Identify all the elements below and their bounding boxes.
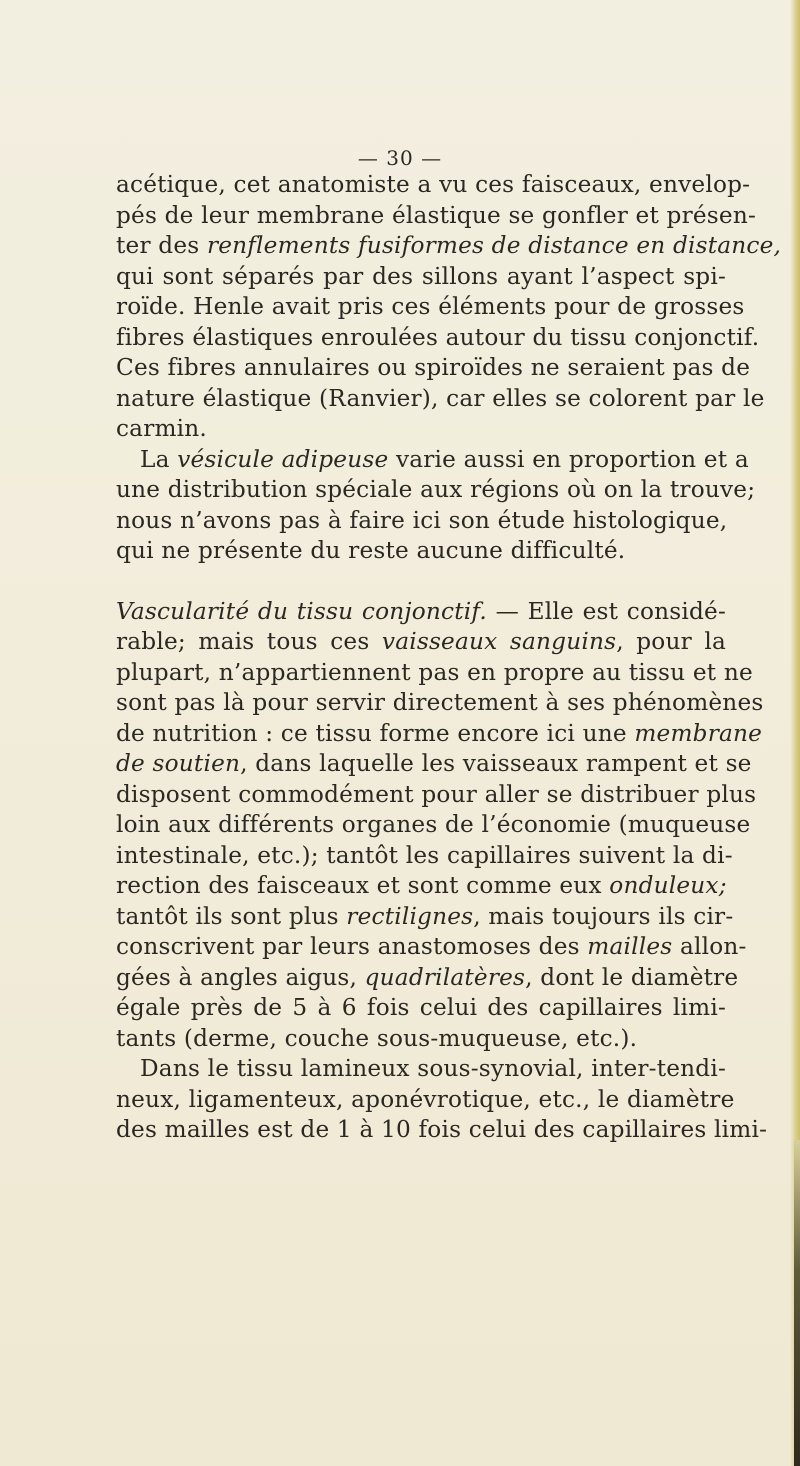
text-line: des mailles est de 1 à 10 fois celui des capillaires limi- [116, 1116, 768, 1143]
text-line: ter des renflements fusiformes de distance en distance, [116, 232, 782, 259]
text-line: de soutien, dans laquelle les vaisseaux rampent et se [116, 750, 752, 777]
text-line: Ces fibres annulaires ou spiroïdes ne seraient pas de [116, 354, 751, 381]
text-line: rable; mais tous ces vaisseaux sanguins, pour la [116, 628, 726, 655]
text-line: gées à angles aigus, quadrilatères, dont le diamètre [116, 963, 739, 991]
text-line: plupart, n’appartiennent pas en propre au tissu et ne [116, 658, 753, 686]
text-line: carmin. [116, 415, 208, 442]
text-line: rection des faisceaux et sont comme eux onduleux; [116, 872, 727, 899]
text-line: qui sont séparés par des sillons ayant l’aspect spi- [116, 262, 726, 290]
text-line: neux, ligamenteux, aponévrotique, etc., le diamètre [116, 1085, 735, 1113]
text-line: nous n’avons pas à faire ici son étude histologique, [116, 506, 728, 534]
page-number: — 30 — [357, 146, 443, 170]
text-line: roïde. Henle avait pris ces éléments pour de grosses [116, 293, 745, 320]
text-line: intestinale, etc.); tantôt les capillaires suivent la di- [116, 841, 733, 869]
text-line: Dans le tissu lamineux sous-synovial, inter-tendi- [140, 1055, 726, 1082]
text-line: égale près de 5 à 6 fois celui des capillaires limi- [116, 994, 726, 1021]
paragraph-gap [116, 567, 726, 597]
text-line: pés de leur membrane élastique se gonfler et présen- [116, 201, 756, 229]
body-text [116, 170, 782, 1146]
text-line: loin aux différents organes de l’économie (muqueuse [116, 811, 751, 838]
text-line: de nutrition : ce tissu forme encore ici une membrane [116, 719, 763, 747]
section-heading-line: Vascularité du tissu conjonctif. — Elle est considé- [116, 597, 726, 625]
text-line: nature élastique (Ranvier), car elles se colorent par le [116, 384, 765, 412]
text-line: fibres élastiques enroulées autour du tissu conjonctif. [116, 323, 760, 351]
text-line: tantôt ils sont plus rectilignes, mais toujours ils cir- [116, 902, 734, 930]
text-line: La vésicule adipeuse varie aussi en proportion et a [140, 445, 749, 473]
text-line: sont pas là pour servir directement à ses phénomènes [116, 689, 764, 716]
text-line: tants (derme, couche sous-muqueuse, etc.). [116, 1024, 638, 1052]
text-line: qui ne présente du reste aucune difficulté. [116, 537, 626, 564]
text-line: une distribution spéciale aux régions où on la trouve; [116, 476, 756, 503]
page-edge-binding [794, 1140, 800, 1466]
text-line: disposent commodément pour aller se distribuer plus [116, 780, 757, 808]
text-line: acétique, cet anatomiste a vu ces faisceaux, envelop- [116, 171, 751, 198]
text-line: conscrivent par leurs anastomoses des mailles allon- [116, 933, 747, 960]
